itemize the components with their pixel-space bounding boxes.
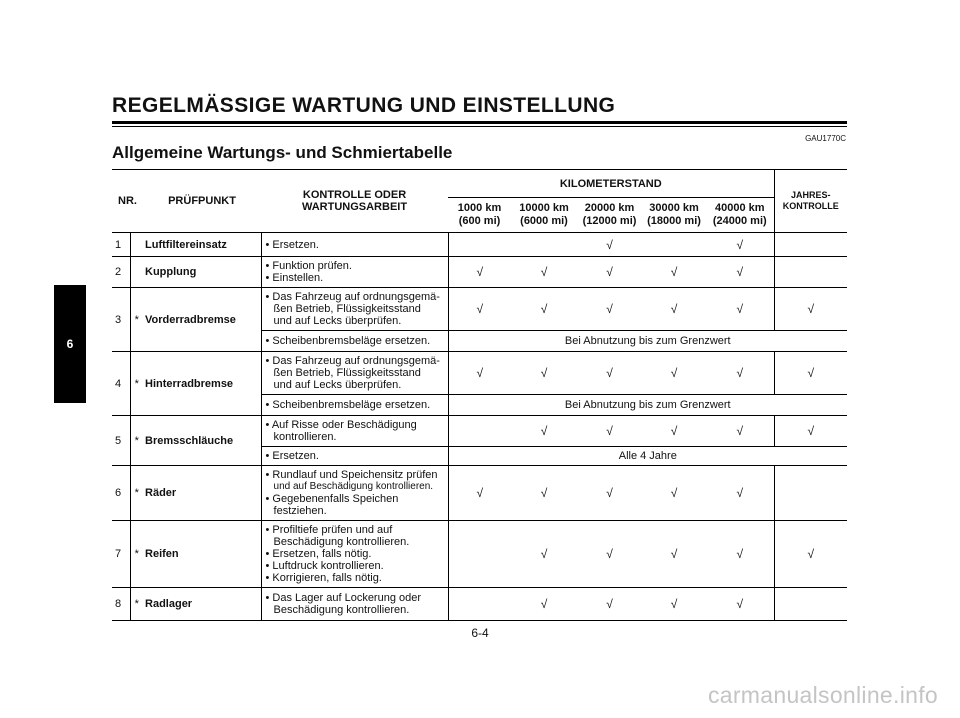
task-line: ßen Betrieb, Flüssigkeitsstand <box>273 303 421 315</box>
task-line: • Korrigieren, falls nötig. <box>265 572 382 584</box>
task-line: ßen Betrieb, Flüssigkeitsstand <box>273 367 421 379</box>
task-line: • Luftdruck kontrollieren. <box>265 560 384 572</box>
check-cell <box>448 521 511 588</box>
row-number: 8 <box>112 588 130 621</box>
interval-40000 <box>706 198 774 233</box>
row-item: Kupplung <box>143 257 261 288</box>
table-row <box>112 466 847 521</box>
row-star: * <box>130 288 143 352</box>
table-row <box>112 233 847 257</box>
header-km: KILOMETERSTAND <box>448 170 774 198</box>
check-mark: √ <box>511 352 577 395</box>
task-line: • Auf Risse oder Beschädigung <box>265 419 417 431</box>
row-number: 1 <box>112 233 130 257</box>
annual-cell <box>774 466 847 521</box>
row-item: Bremsschläuche <box>143 416 261 466</box>
check-mark: √ <box>706 233 774 257</box>
annual-cell <box>774 257 847 288</box>
check-mark: √ <box>448 257 511 288</box>
reference-code: GAU1770C <box>805 134 846 143</box>
task-line: • Scheibenbremsbeläge ersetzen. <box>265 399 431 411</box>
check-cell <box>448 233 511 257</box>
table-row <box>112 257 847 288</box>
header-annual <box>774 170 847 233</box>
task-line: • Das Fahrzeug auf ordnungsgemä- <box>265 355 440 367</box>
row-number: 3 <box>112 288 130 352</box>
task-line: • Scheibenbremsbeläge ersetzen. <box>265 335 431 347</box>
row-star <box>130 233 143 257</box>
header-rule <box>112 121 847 124</box>
row-item: Radlager <box>143 588 261 621</box>
interval-km: 40000 km <box>715 202 765 214</box>
row-item: Luftfiltereinsatz <box>143 233 261 257</box>
table-row <box>112 352 847 395</box>
task-line: festziehen. <box>273 505 327 517</box>
check-mark: √ <box>448 352 511 395</box>
row-item: Reifen <box>143 521 261 588</box>
row-task <box>261 395 448 416</box>
task-line: Beschädigung kontrollieren. <box>273 536 410 548</box>
header-annual-line2: KONTROLLE <box>782 201 839 211</box>
watermark-text: carmanualsonline.info <box>707 682 938 708</box>
check-mark: √ <box>511 521 577 588</box>
task-line: Beschädigung kontrollieren. <box>273 604 410 616</box>
check-mark: √ <box>706 521 774 588</box>
interval-mi: (12000 mi) <box>582 215 637 227</box>
check-mark: √ <box>577 466 642 521</box>
check-cell <box>642 233 706 257</box>
check-mark: √ <box>642 466 706 521</box>
check-mark: √ <box>642 352 706 395</box>
task-line: • Profiltiefe prüfen und auf <box>265 524 393 536</box>
check-mark: √ <box>642 288 706 331</box>
annual-check-mark: √ <box>774 521 847 588</box>
row-task <box>261 288 448 331</box>
task-line: • Ersetzen. <box>265 450 319 462</box>
row-item: Vorderradbremse <box>143 288 261 352</box>
annual-cell <box>774 588 847 621</box>
check-mark: √ <box>448 288 511 331</box>
row-task <box>261 588 448 621</box>
row-star: * <box>130 588 143 621</box>
check-mark: √ <box>511 288 577 331</box>
row-task <box>261 233 448 257</box>
header-nr: NR. <box>112 170 143 233</box>
row-number: 5 <box>112 416 130 466</box>
task-line: • Einstellen. <box>265 272 324 284</box>
check-mark: √ <box>577 233 642 257</box>
interval-10000 <box>511 198 577 233</box>
interval-1000 <box>448 198 511 233</box>
row-number: 7 <box>112 521 130 588</box>
task-line: • Ersetzen, falls nötig. <box>265 548 372 560</box>
chapter-tab: 6 <box>54 285 86 403</box>
check-mark: √ <box>511 416 577 447</box>
interval-mi: (18000 mi) <box>647 215 701 227</box>
table-row <box>112 288 847 331</box>
check-mark: √ <box>577 288 642 331</box>
row-task <box>261 352 448 395</box>
header-task-line1: KONTROLLE ODER <box>302 189 407 201</box>
section-title: Allgemeine Wartungs- und Schmiertabelle <box>112 143 453 162</box>
task-line: und auf Lecks überprüfen. <box>273 379 402 391</box>
check-mark: √ <box>577 416 642 447</box>
check-mark: √ <box>706 352 774 395</box>
interval-km: 10000 km <box>519 202 569 214</box>
row-star: * <box>130 521 143 588</box>
row-number: 4 <box>112 352 130 416</box>
row-star: * <box>130 466 143 521</box>
check-mark: √ <box>706 416 774 447</box>
table-row <box>112 588 847 621</box>
interval-20000 <box>577 198 642 233</box>
interval-mi: (24000 mi) <box>712 215 767 227</box>
header-annual-line1: JAHRES- <box>791 190 831 200</box>
interval-30000 <box>642 198 706 233</box>
check-mark: √ <box>706 588 774 621</box>
annual-cell <box>774 233 847 257</box>
task-line: • Gegebenenfalls Speichen <box>265 493 399 505</box>
row-star: * <box>130 416 143 466</box>
header-task <box>261 170 448 233</box>
check-mark: √ <box>577 257 642 288</box>
row-task <box>261 416 448 447</box>
check-mark: √ <box>706 288 774 331</box>
check-mark: √ <box>448 466 511 521</box>
task-line: kontrollieren. <box>273 431 337 443</box>
interval-note: Alle 4 Jahre <box>448 447 847 466</box>
row-task <box>261 331 448 352</box>
interval-note: Bei Abnutzung bis zum Grenzwert <box>448 395 847 416</box>
check-mark: √ <box>706 466 774 521</box>
header-task-line2: WARTUNGSARBEIT <box>301 201 408 213</box>
row-star: * <box>130 352 143 416</box>
table-row <box>112 521 847 588</box>
check-cell <box>448 416 511 447</box>
interval-note: Bei Abnutzung bis zum Grenzwert <box>448 331 847 352</box>
table-row <box>112 416 847 447</box>
check-mark: √ <box>642 257 706 288</box>
row-task <box>261 521 448 588</box>
check-cell <box>511 233 577 257</box>
row-item: Räder <box>143 466 261 521</box>
check-mark: √ <box>642 416 706 447</box>
check-mark: √ <box>577 352 642 395</box>
check-mark: √ <box>577 521 642 588</box>
page-header-title: REGELMÄSSIGE WARTUNG UND EINSTELLUNG <box>112 94 616 117</box>
interval-mi: (6000 mi) <box>520 215 568 227</box>
row-task <box>261 447 448 466</box>
check-mark: √ <box>511 466 577 521</box>
check-mark: √ <box>511 257 577 288</box>
row-number: 2 <box>112 257 130 288</box>
check-mark: √ <box>642 521 706 588</box>
task-line: und auf Beschädigung kontrollieren. <box>273 481 434 492</box>
task-line: • Funktion prüfen. <box>265 260 352 272</box>
task-line: und auf Lecks überprüfen. <box>273 315 402 327</box>
interval-km: 30000 km <box>649 202 699 214</box>
interval-km: 1000 km <box>457 202 502 214</box>
row-star <box>130 257 143 288</box>
check-mark: √ <box>577 588 642 621</box>
annual-check-mark: √ <box>774 416 847 447</box>
row-item: Hinterradbremse <box>143 352 261 416</box>
check-mark: √ <box>642 588 706 621</box>
maintenance-table <box>112 169 847 621</box>
check-mark: √ <box>706 257 774 288</box>
annual-check-mark: √ <box>774 352 847 395</box>
check-mark: √ <box>511 588 577 621</box>
row-task <box>261 466 448 521</box>
page-number: 6-4 <box>471 626 489 640</box>
interval-mi: (600 mi) <box>458 215 501 227</box>
task-line: • Das Lager auf Lockerung oder <box>265 592 422 604</box>
annual-check-mark: √ <box>774 288 847 331</box>
task-line: • Ersetzen. <box>265 238 319 251</box>
task-line: • Das Fahrzeug auf ordnungsgemä- <box>265 291 440 303</box>
row-number: 6 <box>112 466 130 521</box>
row-task <box>261 257 448 288</box>
interval-km: 20000 km <box>584 202 635 214</box>
header-item: PRÜFPUNKT <box>143 170 261 233</box>
check-cell <box>448 588 511 621</box>
header-rule-thin <box>112 126 847 127</box>
task-line: • Rundlauf und Speichensitz prüfen <box>265 469 438 481</box>
